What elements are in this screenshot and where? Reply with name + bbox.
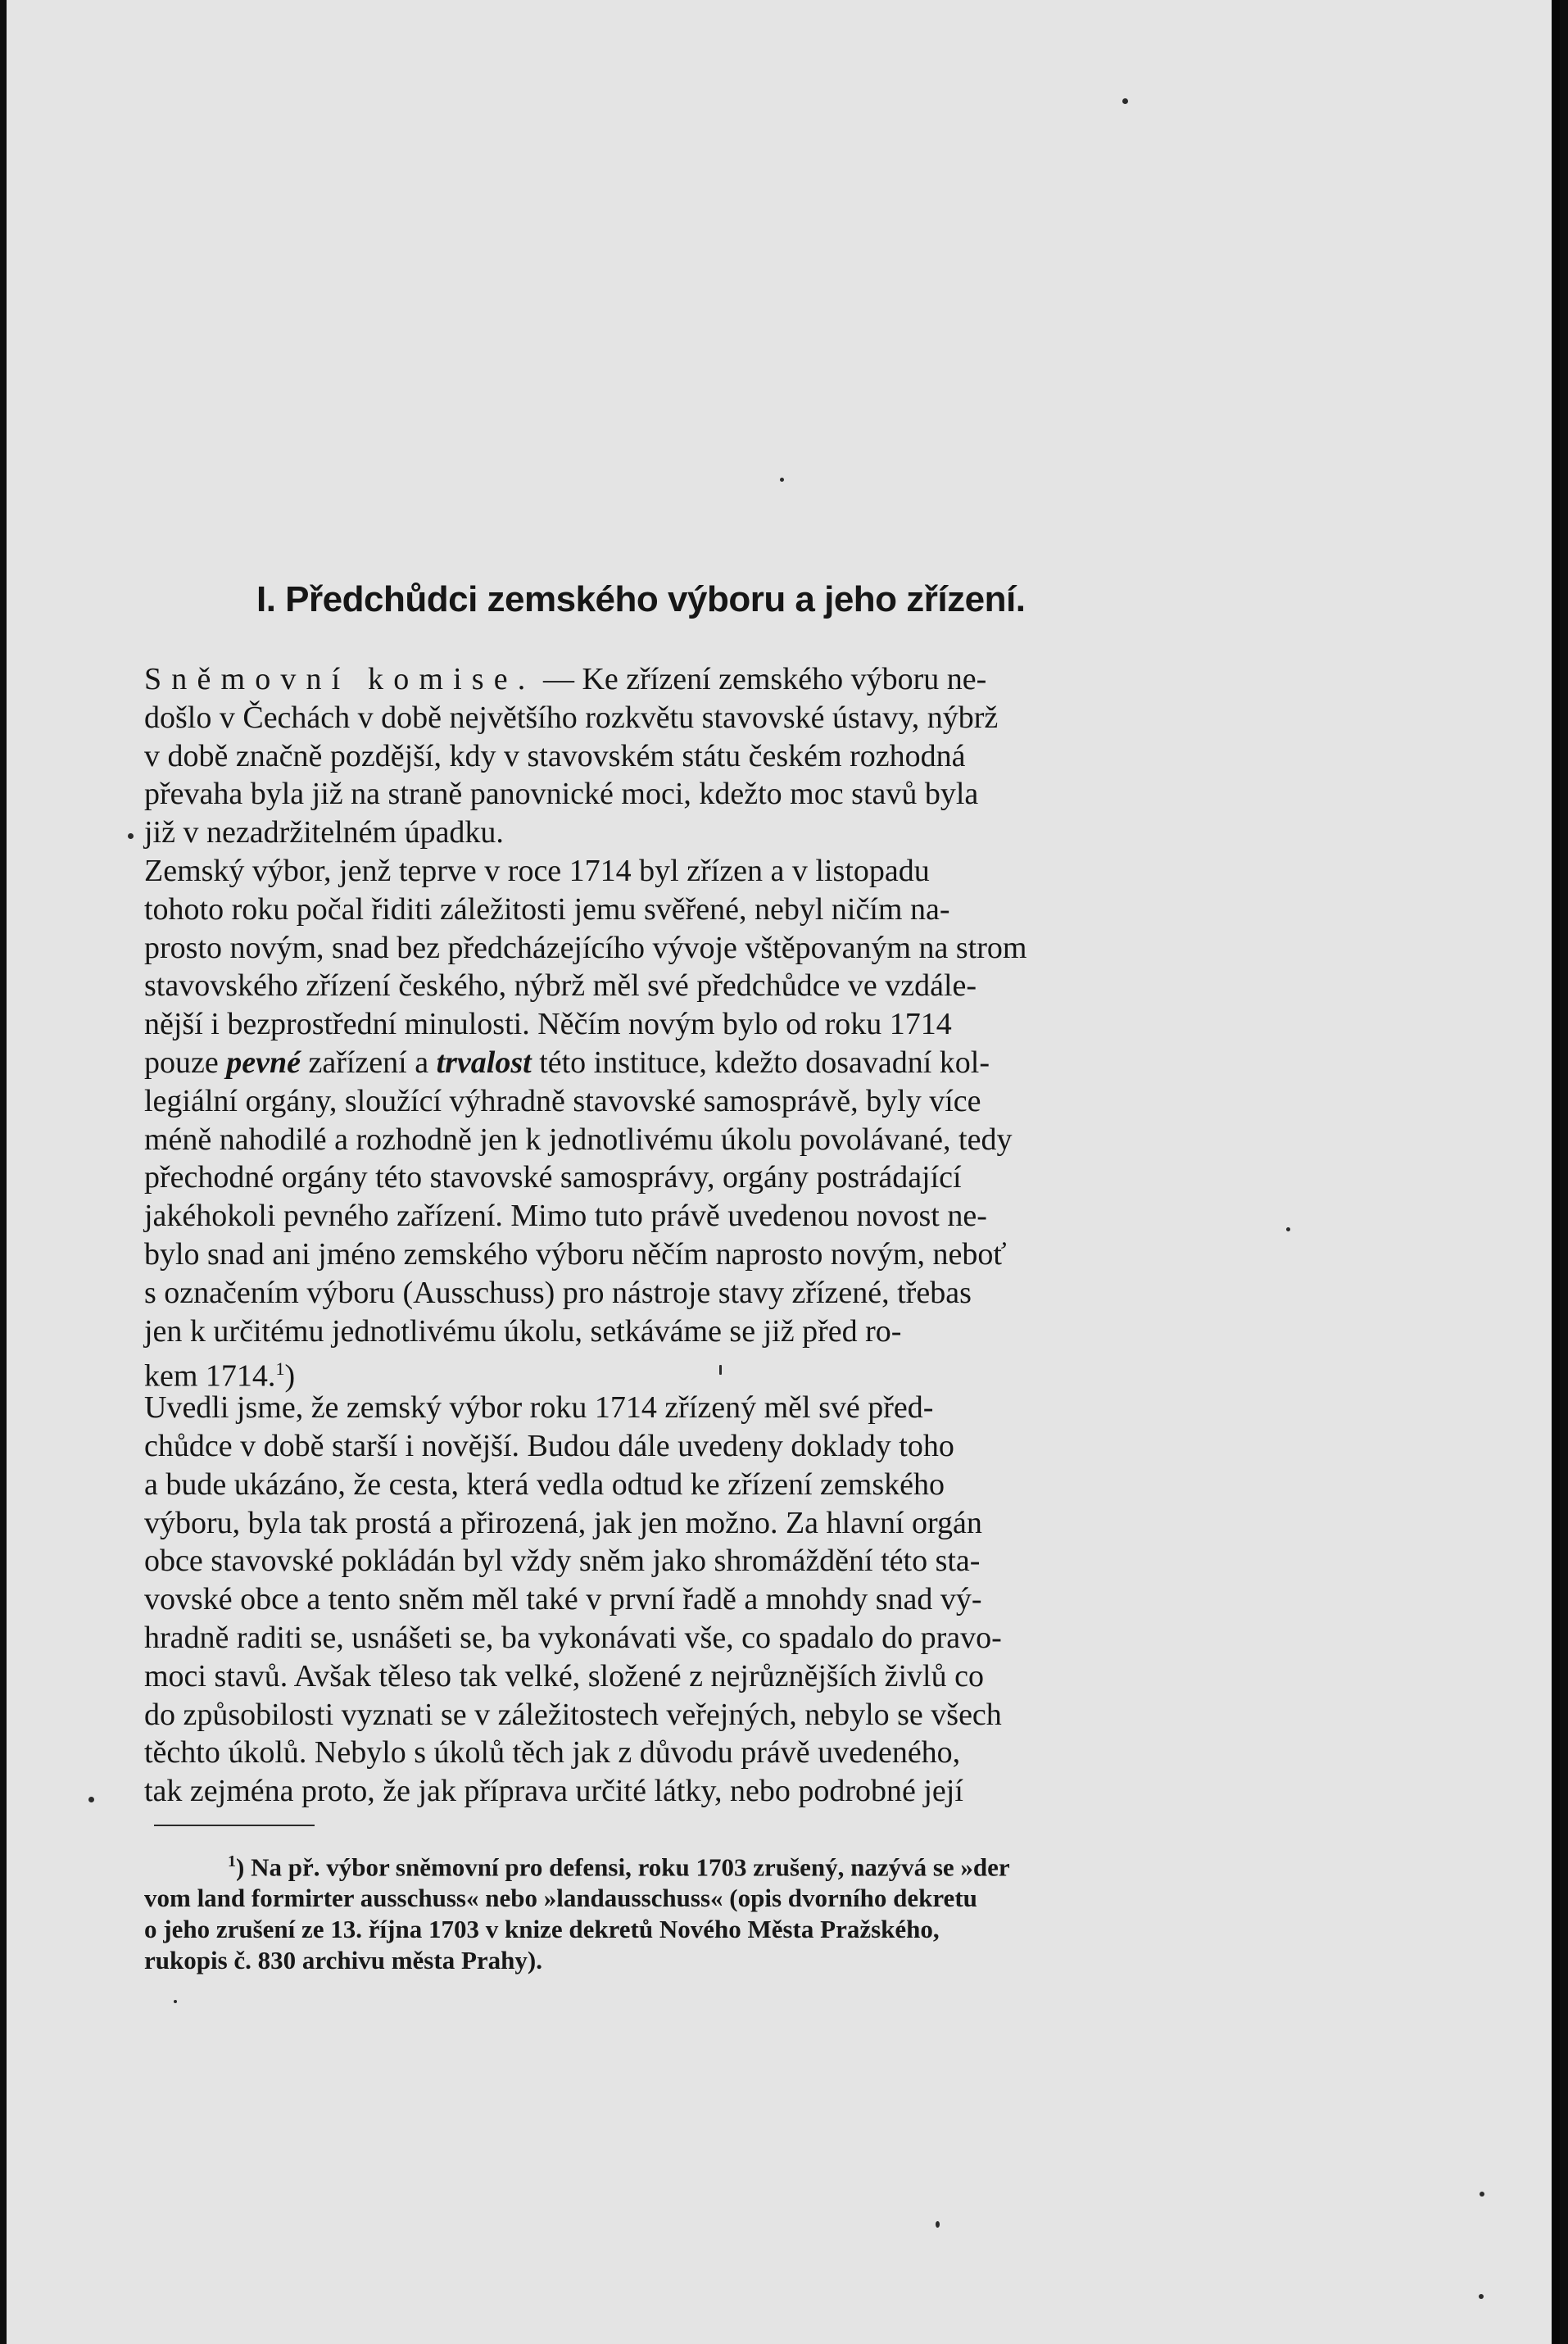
text-line: výboru, byla tak prostá a přirozená, jak jen možno. Za hlavní orgán [144,1505,982,1540]
text-line: Sněmovní komise. — Ke zřízení zemského výboru ne- [144,662,987,696]
scan-speck [1122,98,1128,104]
text-line: chůdce v době starší i novější. Budou dále uvedeny doklady toho [144,1428,954,1463]
scan-speck [88,1797,94,1802]
text-line: obce stavovské pokládán byl vždy sněm jako shromáždění této sta- [144,1544,981,1579]
text-line: převaha byla již na straně panovnické moci, kdežto moc stavů byla [144,777,979,812]
scan-speck [719,1365,722,1375]
text-line: tohoto roku počal řiditi záležitosti jemu svěřené, nebyl ničím na- [144,891,950,927]
text-line: legiální orgány, sloužící výhradně stavovské samosprávě, byly více [144,1083,981,1118]
scan-speck [1479,2294,1484,2299]
paragraph-2 [144,852,1260,1394]
text-line: jen k určitému jednotlivému úkolu, setkáváme se již před ro- [144,1313,902,1349]
text-line: tak zejména proto, že jak příprava určité látky, nebo podrobné její [144,1774,963,1809]
body-text [144,660,1260,1811]
text-line: hradně raditi se, usnášeti se, ba vykonávati vše, co spadalo do pravo- [144,1620,1002,1655]
scanned-page [7,0,1560,2344]
footnote-marker: 1 [228,1852,236,1870]
text-line: došlo v Čechách v době největšího rozkvětu stavovské ústavy, nýbrž [144,700,999,735]
text-line: pouze pevné zařízení a trvalost této instituce, kdežto dosavadní kol- [144,1045,990,1080]
section-lead: Sněmovní komise. [144,662,536,696]
text-line: již v nezadržitelném úpadku. [144,815,504,850]
chapter-heading: I. Předchůdci zemského výboru a jeho zřízení. [256,579,1026,619]
text-line: bylo snad ani jméno zemského výboru něčím naprosto novým, neboť [144,1236,1007,1272]
text-line: méně nahodilé a rozhodně jen k jednotlivému úkolu povolávané, tedy [144,1122,1013,1157]
paragraph-3 [144,1389,1260,1811]
text-line: nější i bezprostřední minulosti. Něčím novým bylo od roku 1714 [144,1007,952,1042]
scan-speck [174,2000,177,2003]
text-line: Zemský výbor, jenž teprve v roce 1714 byl zřízen a v listopadu [144,853,930,888]
text-line: v době značně pozdější, kdy v stavovském státu českém rozhodná [144,738,966,773]
scan-speck [1286,1227,1290,1231]
text-line: s označením výboru (Ausschuss) pro nástroje stavy zřízené, třebas [144,1275,972,1310]
footnote-divider [154,1825,315,1826]
scan-speck [936,2221,940,2228]
scan-edge [1552,0,1560,2344]
emphasis-pevne: pevné [226,1045,301,1080]
footnote-reference[interactable]: 1 [275,1358,285,1380]
footnote-line: rukopis č. 830 archivu města Prahy). [144,1946,542,1975]
emphasis-trvalost: trvalost [436,1045,532,1080]
text-line: moci stavů. Avšak těleso tak velké, složené z nejrůznějších živlů co [144,1658,984,1693]
text-line: kem 1714.$^1$) [144,1358,296,1394]
footnote-line: vom land formirter ausschuss« nebo »landausschuss« (opis dvorního dekretu [144,1884,977,1913]
footnote [144,1846,1260,1976]
text-line: vovské obce a tento sněm měl také v první řadě a mnohdy snad vý- [144,1582,982,1617]
text-line: prosto novým, snad bez předcházejícího vývoje vštěpovaným na strom [144,930,1027,965]
text-line: těchto úkolů. Nebylo s úkolů těch jak z důvodu právě uvedeného, [144,1735,961,1770]
paragraph-1 [144,660,1260,852]
text-line: jakéhokoli pevného zařízení. Mimo tuto právě uvedenou novost ne- [144,1199,987,1234]
scan-speck [128,833,134,839]
footnote-line: o jeho zrušení ze 13. října 1703 v knize dekretů Nového Města Pražského, [144,1915,940,1944]
footnote-line: $^1$) Na př. výbor sněmovní pro defensi, roku 1703 zrušený, nazývá se »der [228,1852,1010,1882]
text-line: a bude ukázáno, že cesta, která vedla odtud ke zřízení zemského [144,1467,945,1502]
scan-speck [1480,2192,1484,2197]
text-line: Uvedli jsme, že zemský výbor roku 1714 zřízený měl své před- [144,1390,934,1426]
text-line: do způsobilosti vyznati se v záležitostech veřejných, nebylo se všech [144,1697,1002,1732]
text-line: stavovského zřízení českého, nýbrž měl své předchůdce ve vzdále- [144,968,977,1004]
scan-speck [780,478,784,482]
text-line: přechodné orgány této stavovské samosprávy, orgány postrádající [144,1160,962,1195]
